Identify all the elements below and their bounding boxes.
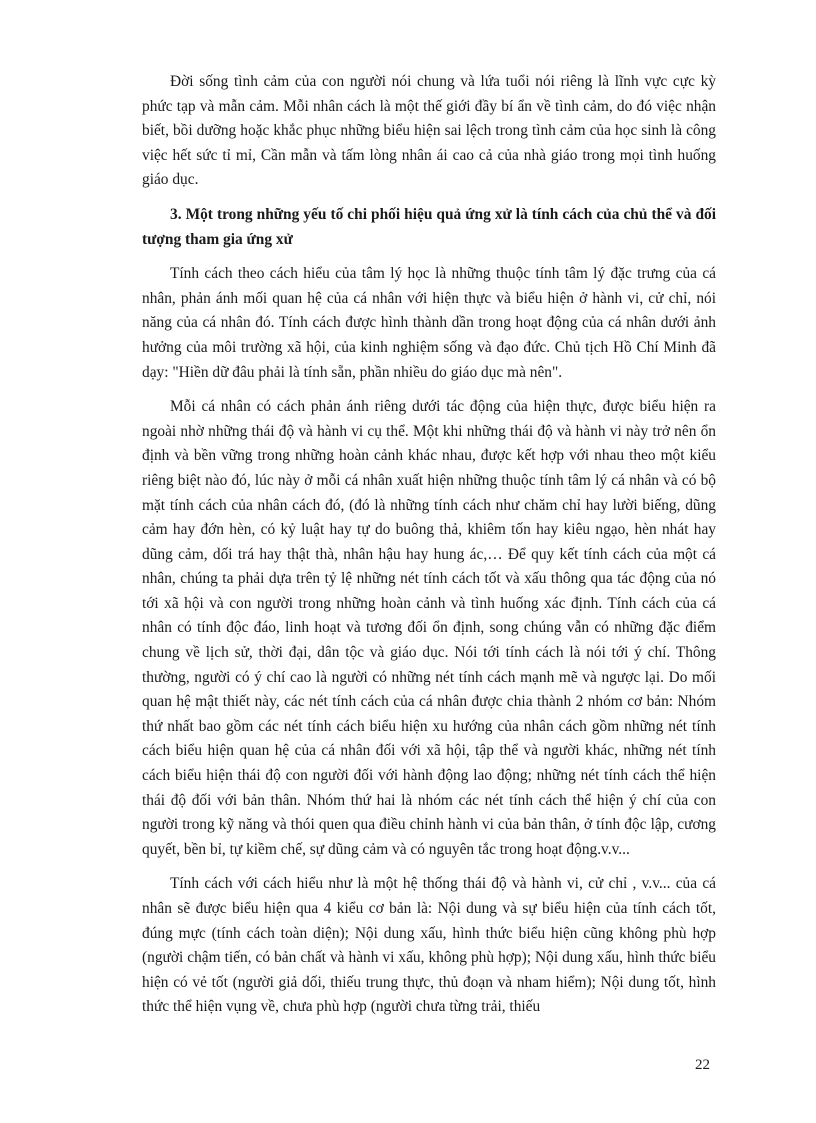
page-number: 22: [695, 1057, 710, 1073]
paragraph-personality-types: Tính cách với cách hiểu như là một hệ thống thái độ và hành vi, cử chỉ , v.v... của cá nhân sẽ được biểu hiện qua 4 kiểu cơ bản là: Nội dung và sự biểu hiện của tính cách tốt, đúng mực (tính cách toàn diện); Nội dung xấu, hình thức biểu hiện cũng không phù hợp (người chậm tiến, có bản chất và hành vi xấu, không phù hợp); Nội dung xấu, hình thức biểu hiện có vẻ tốt (người giả dối, thiếu trung thực, thủ đoạn và nham hiểm); Nội dung tốt, hình thức thể hiện vụng về, chưa phù hợp (người chưa từng trải, thiếu: [142, 875, 716, 1016]
document-page: [142, 70, 716, 1030]
paragraph-emotional-life: Đời sống tình cảm của con người nói chung và lứa tuổi nói riêng là lĩnh vực cực kỳ phức tạp và mẫn cảm. Mỗi nhân cách là một thế giới đầy bí ẩn về tình cảm, do đó việc nhận biết, bồi dưỡng hoặc khắc phục những biểu hiện sai lệch trong tình cảm của học sinh là công việc hết sức tỉ mỉ, Cần mẫn và tấm lòng nhân ái cao cả của nhà giáo trong mọi tình huống giáo dục.: [142, 73, 716, 189]
paragraph-personality-traits: Mỗi cá nhân có cách phản ánh riêng dưới tác động của hiện thực, được biểu hiện ra ngoài nhờ những thái độ và hành vi cụ thể. Một khi những thái độ và hành vi này trở nên ổn định và bền vững trong những hoàn cảnh khác nhau, được kết hợp với nhau theo một kiểu riêng biệt nào đó, lúc này ở mỗi cá nhân xuất hiện những thuộc tính tâm lý cá nhân và có bộ mặt tính cách của nhân cách đó, (đó là những tính cách như chăm chỉ hay lười biếng, dũng cảm hay đớn hèn, có kỷ luật hay tự do buông thả, khiêm tốn hay kiêu ngạo, hèn nhát hay dũng cảm, dối trá hay thật thà, nhân hậu hay hung ác,… Để quy kết tính cách của một cá nhân, chúng ta phải dựa trên tỷ lệ những nét tính cách tốt và xấu thông qua tác động của nó tới xã hội và con người trong những hoàn cảnh và tình huống xác định. Tính cách của cá nhân có tính độc đáo, linh hoạt và tương đối ổn định, song chúng vẫn có những đặc điểm chung về lịch sử, thời đại, dân tộc và giáo dục. Nói tới tính cách là nói tới ý chí. Thông thường, người có ý chí cao là người có những nét tính cách mạnh mẽ và ngược lại. Do mối quan hệ mật thiết này, các nét tính cách của cá nhân được chia thành 2 nhóm cơ bản: Nhóm thứ nhất bao gồm các nét tính cách biểu hiện xu hướng của nhân cách gồm những nét tính cách biểu hiện quan hệ của cá nhân đối với xã hội, tập thể và người khác, những nét tính cách biểu hiện thái độ con người đối với hành động lao động; những nét tính cách thể hiện thái độ đối với bản thân. Nhóm thứ hai là nhóm các nét tính cách thể hiện ý chí của con người trong kỹ năng và thói quen qua điều chỉnh hành vi của bản thân, ở tính độc lập, cương quyết, bền bỉ, tự kiềm chế, sự dũng cảm và có nguyên tắc trong hoạt động.v.v...: [142, 398, 716, 858]
section-heading-3: 3. Một trong những yếu tố chi phối hiệu quả ứng xử là tính cách của chủ thể và đối tượng tham gia ứng xử: [142, 205, 716, 248]
paragraph-personality-definition: Tính cách theo cách hiểu của tâm lý học là những thuộc tính tâm lý đặc trưng của cá nhân, phản ánh mối quan hệ của cá nhân với hiện thực và biểu hiện ở hành vi, cử chỉ, nói năng của cá nhân đó. Tính cách được hình thành dần trong hoạt động của cá nhân dưới ảnh hưởng của môi trường xã hội, của kinh nghiệm sống và đạo đức. Chủ tịch Hồ Chí Minh đã dạy: "Hiền dữ đâu phải là tính sẵn, phần nhiều do giáo dục mà nên".: [142, 265, 716, 381]
